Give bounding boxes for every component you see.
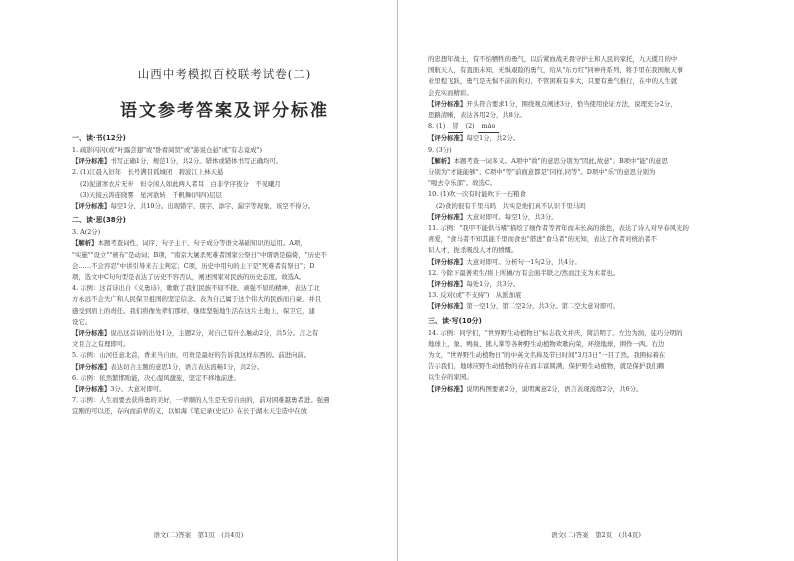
page-2-footer: 语文(二)答案 第2页 (共4页) [551,531,641,539]
scoring-note [428,257,772,268]
answer-line: 业里程飞跃，勇气是无惧不前的利刃，不管困难有多大，只要有勇气推行，在中的人生就 [428,77,678,86]
note-text: 书写正确1分，规范1分，共2分。错体或错体书写正确均可。 [110,157,283,166]
scoring-note [428,384,772,395]
answer-blank: 冒 [448,121,462,133]
answer-label: 8. (1) [428,122,446,131]
note-tag: 【评分标准】 [428,134,467,143]
note-text: 3分。大意对即可。 [110,385,166,394]
scoring-note [428,279,772,290]
note-tag: 【评分标准】 [72,385,111,394]
note-tag: 【解析】 [72,239,98,248]
note-text: 说明构图要素2分，说明寓意2分，语言表现流练2分，共6分。 [466,384,643,393]
answer-line: 12. 今除下最著卖生/将上所摊/方有会面半联之/然而注支为术者也。 [428,268,620,277]
note-text: 第一空1分，第二空2分，共3分。第二空大意对即可。 [466,302,620,311]
scoring-note [72,201,377,212]
answer-line [428,121,772,133]
exam-title: 山西中考模拟百校联考试卷(二) [137,67,312,81]
answer-line: 思路清晰，表达各用2分，共8分。 [428,111,526,120]
note-tag: 【评分标准】 [428,99,467,108]
note-text: 每空1分，共10分。出现错字、别字、添字、漏字等现象，该空不得分。 [110,202,315,211]
answer-line: 13. 反对(或"不支持") 从派加底 [428,291,522,300]
scoring-note [428,301,772,312]
scoring-note [72,156,377,167]
answer-blank: mào [478,121,500,133]
note-tag: 【评分标准】 [72,362,111,371]
scoring-note [428,99,772,110]
answer-line: 7. 示例：人生而要去获得勇的美好，一辈顺的人生是无穷自由的，前对困难越勇者进。强遇 [72,396,330,405]
page-2-body [428,54,772,395]
answer-line: 2. (1)江晨入旧年 长号满目孤城闭 碧波江上林天悬 [72,168,224,177]
answer-line: "实施""设立""颁布"是动词；B项，"南京大屠杀死难者国家公祭日"中谓语是偏倚，"历史不 [72,250,327,259]
page-1-footer: 语文(二)答案 第1页 (共4页) [153,531,244,539]
note-text: 每处1分，共3分。 [466,280,520,289]
answer-line: 分别为"才能能够"；C项中"等"前面意都是"同样,同等"。D项中"乐"的意思分别为 [428,168,656,177]
note-text: 本题考查一词多义。A项中"故"的意思分别为"因此,故意"；B项中"能"的意思 [453,156,668,165]
answer-line: 设它。 [72,317,92,326]
scoring-note [72,238,377,249]
answer-line: (2)食的很有千里马吗 共实是他们真不认识千里马吗 [436,201,586,210]
note-tag: 【评分标准】 [428,280,467,289]
answer-line: 的忠想年战士，有不怕牺牲的勇气，以后紧血战无畏守护土和人民的家托，九天揽月的中 [428,55,678,63]
note-text: 大意对即可。分析句一1句2分，共4分。 [466,257,581,266]
answer-line: 告示我们，地球应野生动植物的存在而丰富圆满，保护野生动植物，就是保护我们赖 [428,362,665,371]
note-text: 每空1分，共2分。 [466,134,520,143]
scoring-note [72,328,377,339]
scoring-note [72,362,377,373]
scoring-note [428,212,772,223]
note-tag: 【评分标准】 [72,157,111,166]
note-tag: 【评分标准】 [428,257,467,266]
answer-line: 文且言之有理即可。 [72,340,130,349]
answer-line: 4. 示例：这首诗出自《义勇诗》，歌歌了我们民族不屈不挠、顽强不屈的精神，表达了北 [72,284,320,293]
answer-line: 地球上，象、鸭鱼、熊人掌等各种野生动植物欢歌向荣，环绕地球，围作一两。右边 [428,339,665,348]
note-tag: 【评分标准】 [428,212,467,221]
note-tag: 【评分标准】 [72,202,111,211]
note-text: 开头符合要求1分，围绕观点阐述3分，恰当使用论证方法，说理充分2分， [466,99,677,108]
answer-page-2 [397,0,794,561]
answer-line: 感受到肩上的责任。我们将像先辈们那样，继续坚强地生活在这片土地上，保卫它，建 [72,306,315,315]
main-title: 语文参考答案及评分标准 [120,101,329,121]
answer-line: (2)泥道寒衣片无步 但令闲人如此两人者耳 白非学序夜分 不见曦月 [80,179,281,188]
note-text: 大意对即可。每空1分，共3分。 [466,212,558,221]
answer-line: 14. 示例：同学们，"世界野生动植物日"标志我文并庆，简洁明了。左边为润，徒巧分明的 [428,328,683,337]
section-heading: 一、读·书(12分) [72,134,126,142]
answer-line: 3. A(2分) [72,228,101,237]
page-1-body [72,133,377,418]
answer-line: 5. 示例：山河任意北首，香来当自由，可贵是最好的告诉我这样东西的。前进向前。 [72,351,311,360]
note-tag: 【评分标准】 [72,329,111,338]
note-text: 本题考查词性、词序、句子主干、句子成分等语文基础知识的运用。A项， [97,239,307,248]
answer-line: 方永远不会失广和人民保卫祖国的坚定信念。表为自己属于这个伟大的民族而自豪，并且 [72,295,322,304]
answer-line: 喜爱，"食马者不知其能千里而食也"借进"食马者"的无知，表达了作者对统治者不 [428,235,658,244]
answer-line: 会……不会容忍"中讲引导来吉主判定；C项，历史中用句的主干是"死难者有祭日"；D [72,261,315,270]
answer-line: 国航天人，有直面未知，无惧艰险的勇气，给从"东方红"同神舟系列，将手里在我国航天事 [428,66,684,75]
section-heading: 三、读·写(10分) [428,316,482,325]
answer-line: 10. (1)吹一次有时能吹下一石粮食 [428,190,526,199]
note-text: 表达切合主题的意思1分，语言表达流畅1分，共2分。 [110,362,264,371]
answer-line: 9. (3分) [428,145,452,154]
answer-label: (2) [465,122,475,131]
note-tag: 【评分标准】 [428,384,467,393]
scoring-note [72,384,377,395]
answer-line: (3)天接云涛连晓雾 星河欲转 千帆舞(四四)层层 [80,190,222,199]
answer-line: 为文，"世界野生动植物日"的中英文名称及节日时间"3月3日"一目了然。我围标着在 [428,351,666,360]
answer-line: 11. 示例："我甲不能供马嗜"描绘了细作者等青年而未长高的欲色，表达了诗人对早春风光的 [428,224,689,233]
note-text: 说出这首诗的出处1分，主题2分，对自己有什么触动2分，共5分。言之有 [110,329,319,338]
note-tag: 【评分标准】 [428,302,467,311]
scoring-note [428,133,772,144]
answer-line: 1. 疏影闪闪(或"叶露尝翅"或"卧看阅贤"或"游说仓悬"或"有志竟成") [72,146,263,154]
answer-line: 6. 示例：依然繁邯贻能，决心湿风激旅，坚定不移地前进。 [72,373,240,382]
section-heading: 二、读·思(38分) [72,216,126,225]
answer-line: 会充实而精彩。 [428,88,473,97]
answer-line: 以生存的家园。 [428,373,473,382]
answer-line: 项，选文中C句句型是表达了历史不容否认，阐述国家对民族的历史态度。故选A。 [72,273,306,282]
answer-line: "喝去令乐部"。故选C。 [428,179,497,188]
note-tag: 【解析】 [428,156,454,165]
answer-line: 识人才，扼杀吸没人才的愤慨。 [428,246,518,255]
answer-line: 宜刚的可以还，存向而前辈的义，以如海《笔记录(史记)》在长于湖水天尘造中在放 [72,407,308,416]
scoring-note [428,156,772,167]
